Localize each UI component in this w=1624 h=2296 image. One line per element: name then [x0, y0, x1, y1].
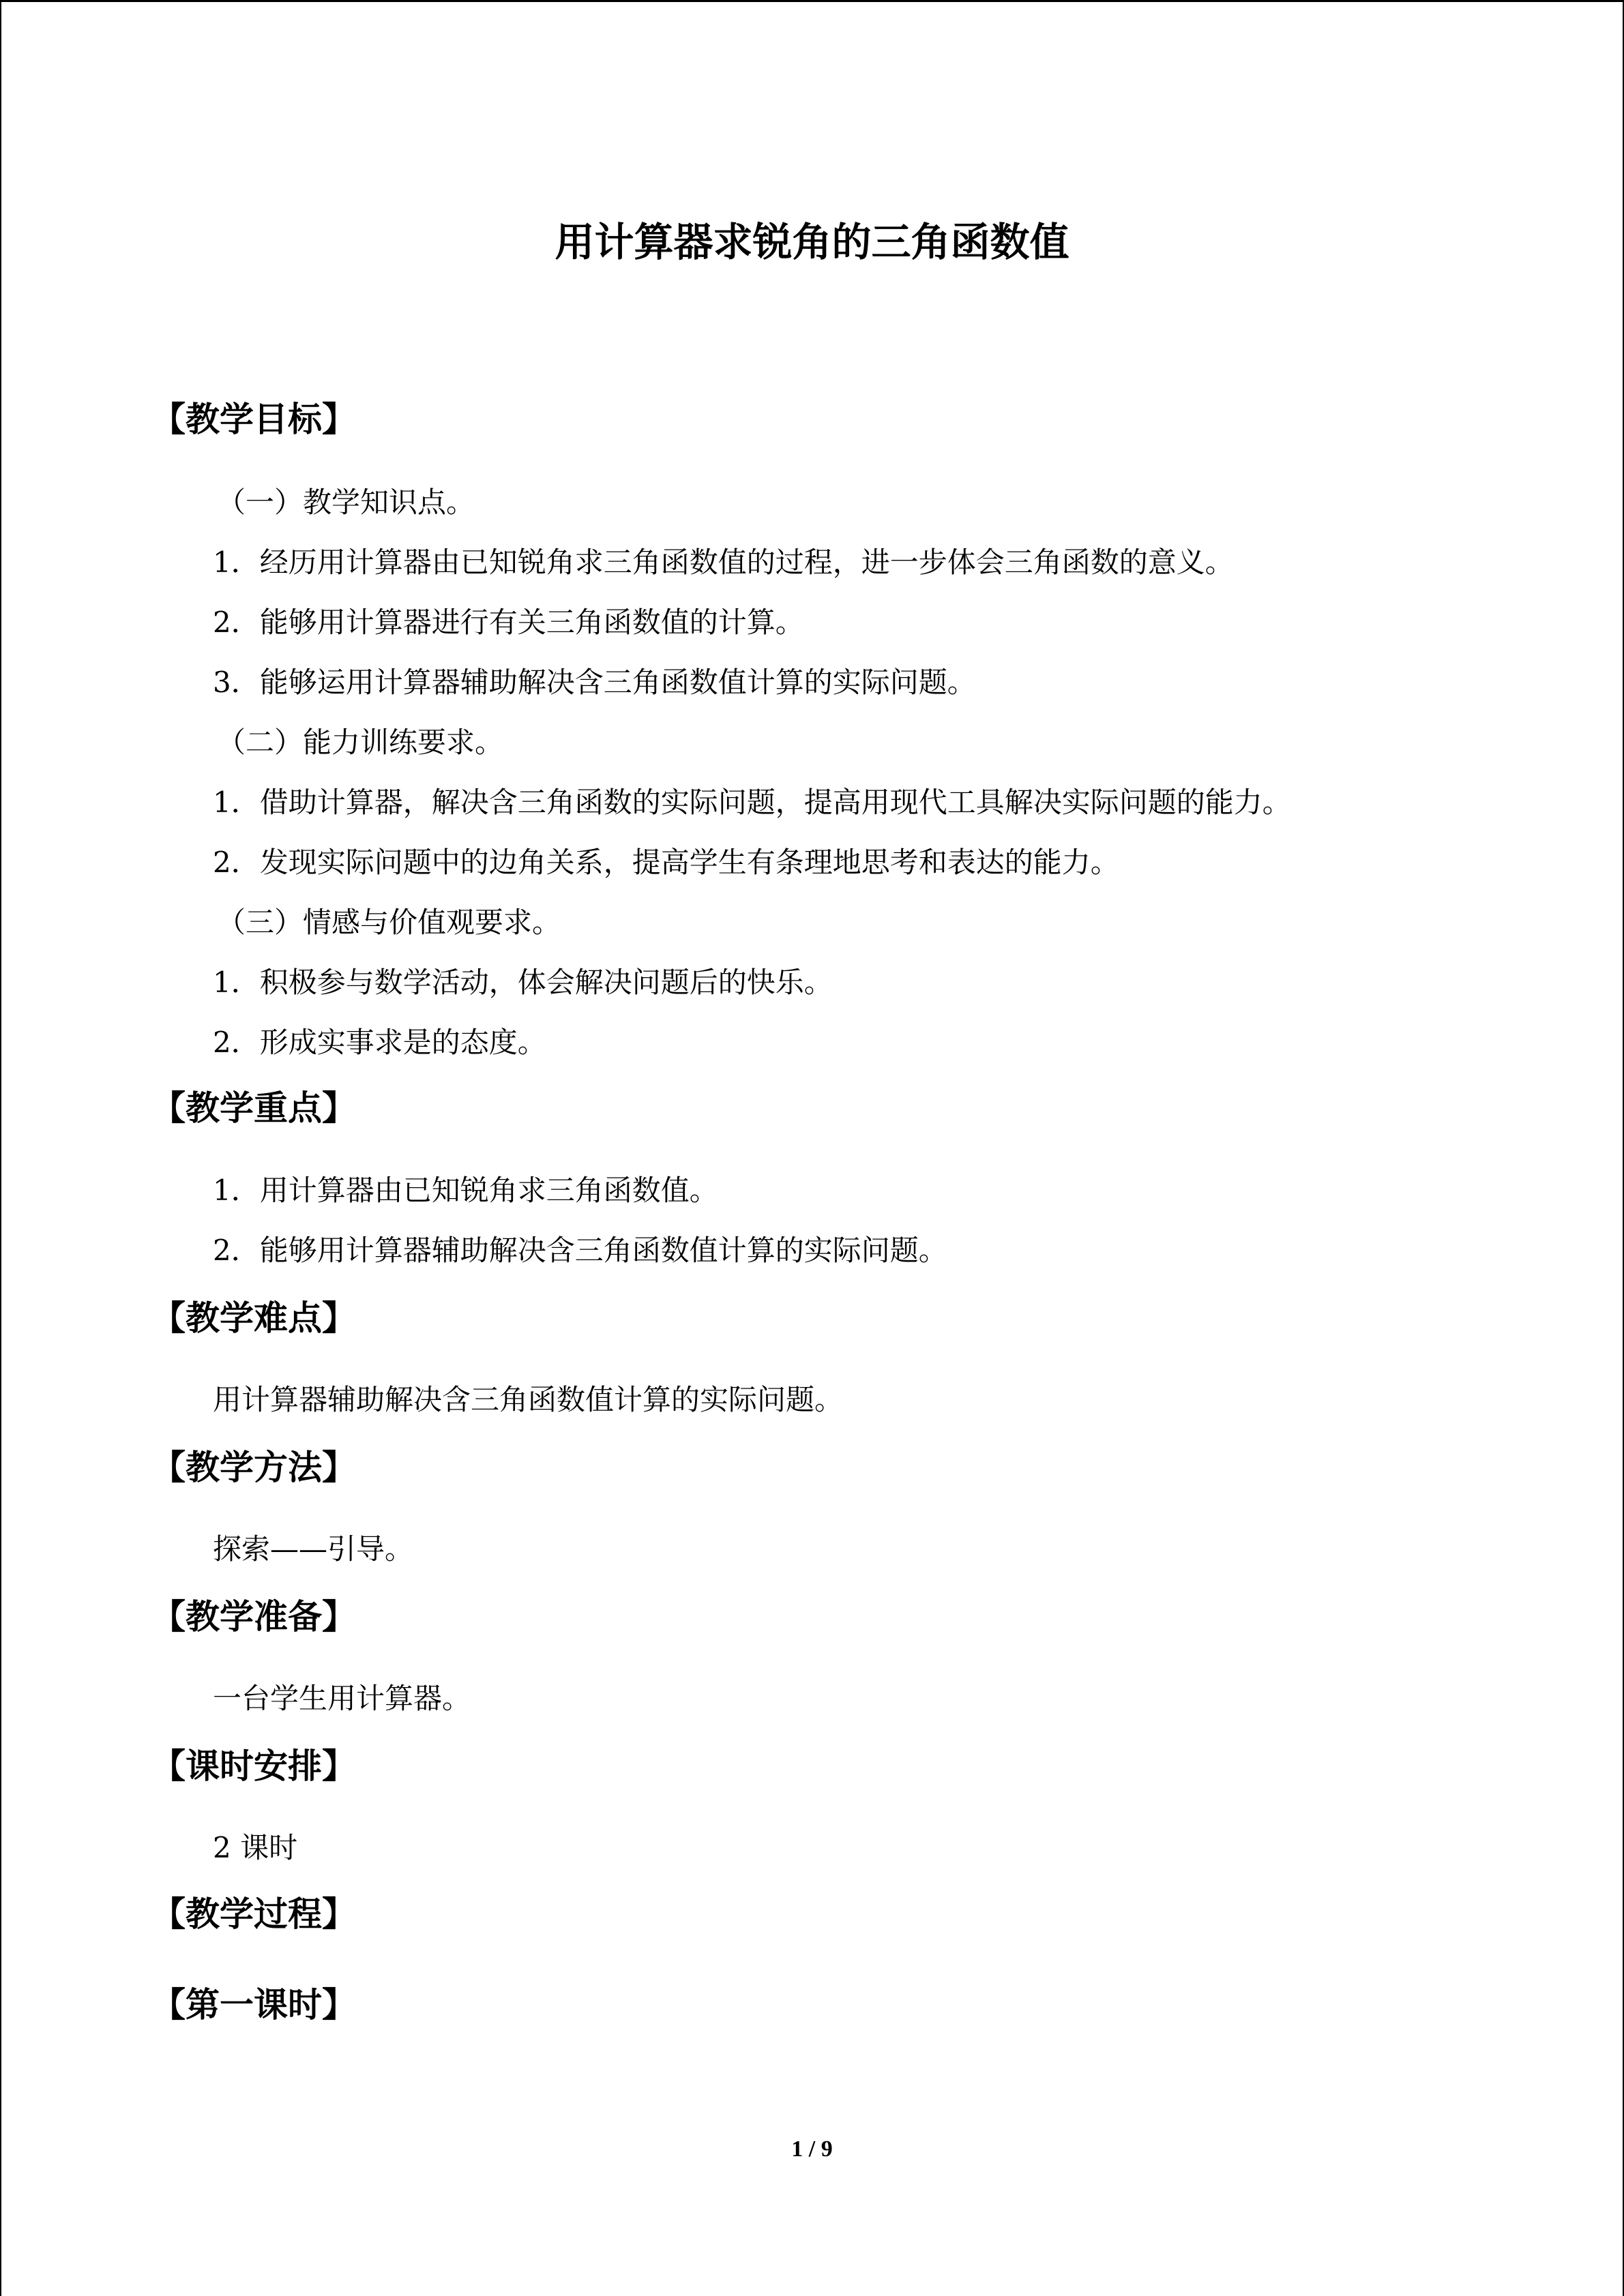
heading-objectives: 【教学目标】: [151, 400, 356, 439]
objective-line: 1．积极参与数学活动，体会解决问题后的快乐。: [213, 966, 833, 999]
preparation-line: 一台学生用计算器。: [213, 1682, 471, 1715]
schedule-line: 2 课时: [213, 1831, 298, 1864]
objective-line: 2．发现实际问题中的边角关系，提高学生有条理地思考和表达的能力。: [213, 846, 1119, 879]
heading-key-points: 【教学重点】: [151, 1088, 356, 1128]
objective-line: 1．借助计算器，解决含三角函数的实际问题，提高用现代工具解决实际问题的能力。: [213, 786, 1291, 819]
heading-first-lesson: 【第一课时】: [151, 1985, 356, 2025]
document-title: 用计算器求锐角的三角函数值: [555, 219, 1069, 265]
heading-preparation: 【教学准备】: [151, 1597, 356, 1637]
objective-line: 2．形成实事求是的态度。: [213, 1026, 546, 1059]
difficulty-line: 用计算器辅助解决含三角函数值计算的实际问题。: [213, 1383, 844, 1416]
heading-difficulties: 【教学难点】: [151, 1298, 356, 1338]
objective-line: （二）能力训练要求。: [217, 726, 504, 759]
heading-process: 【教学过程】: [151, 1894, 356, 1934]
objective-line: 2．能够用计算器进行有关三角函数值的计算。: [213, 606, 804, 639]
objective-line: （一）教学知识点。: [217, 486, 475, 519]
method-line: 探索——引导。: [213, 1532, 414, 1566]
heading-schedule: 【课时安排】: [151, 1746, 356, 1786]
objective-line: （三）情感与价值观要求。: [217, 906, 561, 939]
objective-line: 3．能够运用计算器辅助解决含三角函数值计算的实际问题。: [213, 666, 976, 699]
objective-line: 1．经历用计算器由已知锐角求三角函数值的过程，进一步体会三角函数的意义。: [213, 546, 1234, 579]
heading-methods: 【教学方法】: [151, 1448, 356, 1487]
key-point-line: 2．能够用计算器辅助解决含三角函数值计算的实际问题。: [213, 1234, 947, 1267]
key-point-line: 1．用计算器由已知锐角求三角函数值。: [213, 1174, 718, 1207]
page-number: 1 / 9: [791, 2136, 833, 2162]
